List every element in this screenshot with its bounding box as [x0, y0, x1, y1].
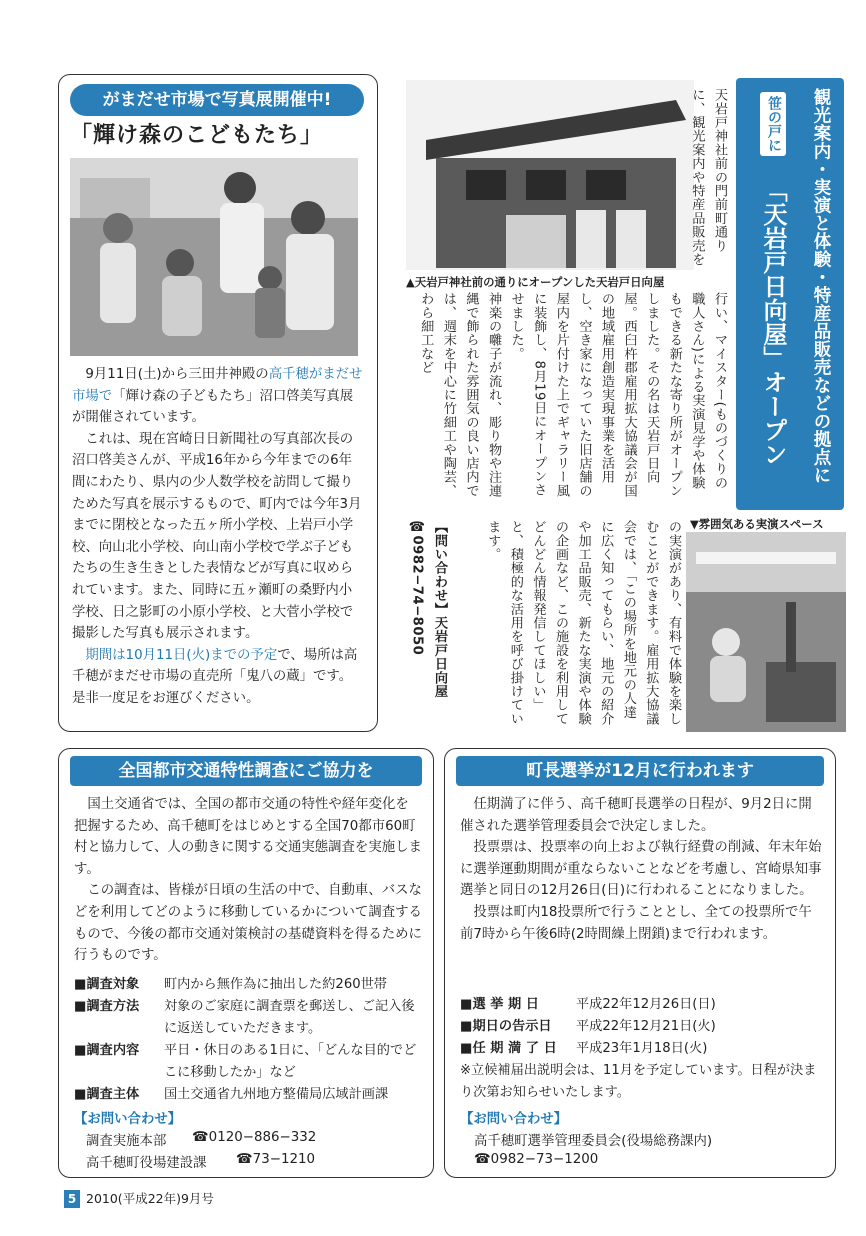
- hyugaya-storefront-photo: [406, 80, 694, 270]
- election-item-value: 平成22年12月21日(火): [576, 1019, 716, 1034]
- survey-contact-tel: ☎0120−886−332: [192, 1130, 317, 1145]
- traffic-survey-p2: この調査は、皆様が日頃の生活の中で、自動車、バスなどを利用してどのように移動しているかについて調査するもので、今後の都市交通対策検討の基礎資料を得るために行うものです。: [74, 883, 422, 964]
- survey-item-label: ■調査対象: [74, 977, 140, 992]
- children-photo-art: [70, 158, 358, 356]
- election-item-notice: [460, 1016, 824, 1038]
- demo-space-art: [686, 532, 846, 732]
- demo-space-photo: [686, 532, 846, 732]
- election-item-date: [460, 994, 824, 1016]
- survey-item-target: [74, 974, 422, 996]
- election-p1: 任期満了に伴う、高千穂町長選挙の日程が、9月2日に開催された選挙管理委員会で決定しました。: [460, 797, 812, 834]
- photo-exhibit-p3b: で、場所は高千穂がまだせ市場の直売所「鬼八の蔵」です。是非一度足をお運びください。: [72, 647, 358, 706]
- election-item-label: ■期日の告示日: [460, 1019, 552, 1034]
- page-number-badge: 5: [64, 1190, 80, 1208]
- election-banner: 町長選挙が12月に行われます: [456, 756, 824, 786]
- survey-item-label: ■調査内容: [74, 1043, 140, 1058]
- issue-label: 2010(平成22年)9月号: [86, 1191, 214, 1206]
- survey-item-value: 国土交通省九州地方整備局広域計画課: [164, 1087, 389, 1102]
- photo-exhibit-body: [72, 364, 364, 710]
- election-item-value: 平成23年1月18日(火): [576, 1041, 708, 1056]
- demo-space-caption: ▼雰囲気ある実演スペース: [690, 517, 824, 531]
- amanoiwato-body-bottom: の実演があり、有料で体験を楽しむことができます。雇用拡大協議会では、「この場所を地元の人達に広く知ってもらい、地元の紹介や加工品販売、新たな実演や体験の企画など、この施設を利用してどんどん情報発信してほしい」と、積極的な活用を呼び掛けています。: [485, 520, 681, 726]
- amanoiwato-headline-main: 「天岩戸日向屋」オープン: [759, 178, 787, 466]
- traffic-survey-banner: 全国都市交通特性調査にご協力を: [70, 756, 422, 786]
- survey-item-value: 対象のご家庭に調査票を郵送し、ご記入後に返送していただきます。: [164, 999, 415, 1036]
- amanoiwato-headline-top: 観光案内・実演と体験・特産品販売などの拠点に: [811, 88, 831, 484]
- photo-exhibit-banner: がまだせ市場で写真展開催中!: [70, 84, 364, 116]
- photo-exhibit-p1a: 9月11日(土)から三田井神殿の: [85, 367, 269, 382]
- survey-item-value: 町内から無作為に抽出した約260世帯: [164, 977, 387, 992]
- amanoiwato-contact: 【問い合わせ】天岩戸日向屋 ☎0982−74−8050: [409, 520, 447, 699]
- photo-exhibit-p2: これは、現在宮崎日日新聞社の写真部次長の沼口啓美さんが、平成16年から今年までの6年間にわたり、県内の少人数学校を訪問して撮りためた写真を展示するもので、町内では今年3月までに閉校となった五ヶ所小学校、上岩戸小学校、向山北小学校、向山南小学校で学ぶ子どもたちの生き生きとした表情などが写真に収められています。また、同時に五ヶ瀬町の桑野内小学校、日之影町の小原小学校、と大菅小学校で撮影した写真も展示されます。: [72, 431, 362, 642]
- survey-contact-row: [86, 1152, 422, 1174]
- traffic-survey-body: [74, 794, 422, 967]
- election-item-label: ■選 挙 期 日: [460, 997, 539, 1012]
- survey-item-value: 平日・休日のある1日に、「どんな目的でどこに移動したか」など: [164, 1043, 417, 1080]
- survey-contact-tel: ☎73−1210: [236, 1152, 316, 1167]
- venue-highlight: 高千穂がまだせ市場で: [72, 367, 363, 404]
- election-contact-head: 【お問い合わせ】: [460, 1112, 568, 1127]
- survey-contact-name: 高千穂町役場建設課: [86, 1156, 207, 1171]
- period-highlight: 期間は10月11日(火)までの予定: [85, 647, 278, 663]
- amanoiwato-body-top-p2: 神楽の囃子が流れ、彫り物や注連縄で飾られた雰囲気の良い店内では、週末を中心に竹細工や陶芸、わら細工など: [418, 292, 502, 498]
- election-contact-name: 高千穂町選挙管理委員会(役場総務課内): [474, 1134, 713, 1149]
- amanoiwato-intro: 天岩戸神社前の門前町通りに、観光案内や特産品販売を: [689, 88, 727, 267]
- amanoiwato-body-top: [406, 292, 730, 502]
- children-photo: [70, 158, 358, 356]
- survey-item-content: [74, 1040, 422, 1084]
- amanoiwato-body-top-p1: 行い、マイスター(ものづくりの職人さん)による実演見学や体験もできる新たな寄り所がオープンしました。その名は天岩戸日向屋。西臼杵郡雇用拡大協議会が国の地域雇用創造実現事業を活用し、空き家になっていた旧店舗の屋内を片付けた上でギャラリー風に装飾し、8月19日にオープンさせました。: [508, 292, 727, 498]
- photo-exhibit-p1c: 「輝け森の子どもたち」沼口啓美写真展が開催されています。: [72, 388, 354, 426]
- survey-contact-row: [86, 1130, 422, 1152]
- photo-exhibit-title: 「輝け森のこどもたち」: [70, 122, 324, 148]
- survey-contact-head: 【お問い合わせ】: [74, 1112, 182, 1127]
- survey-item-organizer: [74, 1084, 422, 1106]
- survey-item-label: ■調査方法: [74, 999, 140, 1014]
- amanoiwato-tag: 笹の戸に: [760, 92, 786, 156]
- survey-item-method: [74, 996, 422, 1040]
- election-item-value: 平成22年12月26日(日): [576, 997, 716, 1012]
- election-item-label: ■任 期 満 了 日: [460, 1041, 557, 1056]
- election-note: ※立候補届出説明会は、11月を予定しています。日程が決まり次第お知らせいたします。: [460, 1063, 817, 1100]
- survey-item-label: ■調査主体: [74, 1087, 140, 1102]
- storefront-caption: ▲天岩戸神社前の通りにオープンした天岩戸日向屋: [406, 275, 665, 289]
- election-body: [460, 794, 824, 945]
- election-item-term-end: [460, 1038, 824, 1060]
- election-p3: 投票は町内18投票所で行うこととし、全ての投票所で午前7時から午後6時(2時間繰上閉鎖)まで行われます。: [460, 904, 812, 942]
- traffic-survey-p1: 国土交通省では、全国の都市交通の特性や経年変化を把握するため、高千穂町をはじめとする全国70都市60町村と協力して、人の動きに関する交通実態調査を実施します。: [74, 797, 422, 877]
- survey-contact-name: 調査実施本部: [86, 1134, 167, 1149]
- election-p2: 投票票は、投票率の向上および執行経費の削減、年末年始に選挙運動期間が重ならないことなどを考慮し、宮崎県知事選挙と同日の12月26日(日)に行われることになりました。: [460, 840, 822, 899]
- election-contact-tel: ☎0982−73−1200: [474, 1152, 599, 1167]
- storefront-art: [406, 80, 694, 270]
